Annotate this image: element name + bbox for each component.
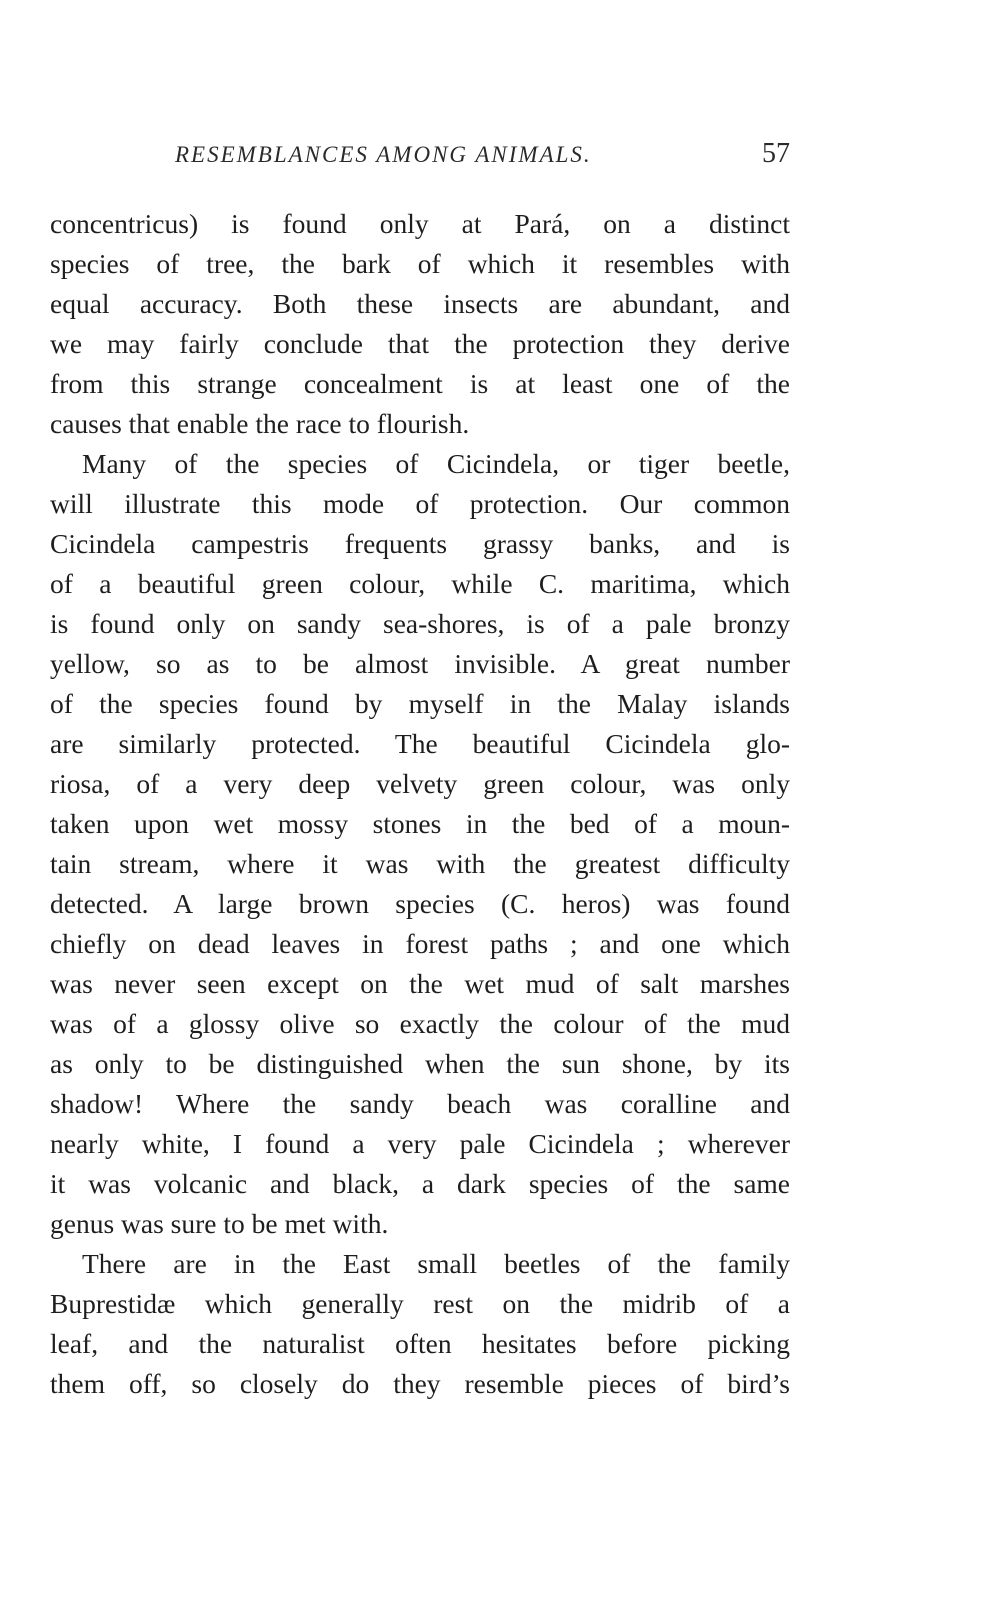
body-text — [50, 204, 790, 1404]
text-line: Cicindela campestris frequents grassy banks, and is — [50, 528, 790, 559]
text-line: detected. A large brown species (C. heros) was found — [50, 888, 790, 919]
text-line: will illustrate this mode of protection. Our common — [50, 488, 790, 519]
text-line: leaf, and the naturalist often hesitates before picking — [50, 1328, 790, 1359]
text-line: them off, so closely do they resemble pieces of bird’s — [50, 1368, 790, 1399]
text-line: as only to be distinguished when the sun shone, by its — [50, 1048, 790, 1079]
text-line: species of tree, the bark of which it resembles with — [50, 248, 790, 279]
page-number: 57 — [762, 138, 790, 169]
text-line: causes that enable the race to flourish. — [50, 408, 470, 439]
text-line: concentricus) is found only at Pará, on a distinct — [50, 208, 790, 239]
text-line: Buprestidæ which generally rest on the midrib of a — [50, 1288, 790, 1319]
running-title: RESEMBLANCES AMONG ANIMALS. — [175, 142, 592, 167]
text-line: yellow, so as to be almost invisible. A great number — [50, 648, 790, 679]
text-line: from this strange concealment is at least one of the — [50, 368, 790, 399]
text-line: was of a glossy olive so exactly the colour of the mud — [50, 1008, 790, 1039]
text-line: of a beautiful green colour, while C. maritima, which — [50, 568, 790, 599]
text-line: is found only on sandy sea-shores, is of a pale bronzy — [50, 608, 790, 639]
paragraph-start-line: There are in the East small beetles of the family — [82, 1248, 790, 1279]
text-line: chiefly on dead leaves in forest paths ; and one which — [50, 928, 790, 959]
text-line: nearly white, I found a very pale Cicindela ; wherever — [50, 1128, 790, 1159]
paragraph-start-line: Many of the species of Cicindela, or tiger beetle, — [82, 448, 790, 479]
text-line: are similarly protected. The beautiful Cicindela glo- — [50, 728, 790, 759]
text-line: shadow! Where the sandy beach was coralline and — [50, 1088, 790, 1119]
running-head — [50, 138, 790, 178]
text-line: equal accuracy. Both these insects are abundant, and — [50, 288, 790, 319]
text-line: genus was sure to be met with. — [50, 1208, 389, 1239]
text-line: was never seen except on the wet mud of salt marshes — [50, 968, 790, 999]
text-line: taken upon wet mossy stones in the bed of a moun- — [50, 808, 790, 839]
text-line: we may fairly conclude that the protection they derive — [50, 328, 790, 359]
text-line: it was volcanic and black, a dark species of the same — [50, 1168, 790, 1199]
text-line: of the species found by myself in the Malay islands — [50, 688, 790, 719]
text-line: tain stream, where it was with the greatest difficulty — [50, 848, 790, 879]
text-line: riosa, of a very deep velvety green colour, was only — [50, 768, 790, 799]
